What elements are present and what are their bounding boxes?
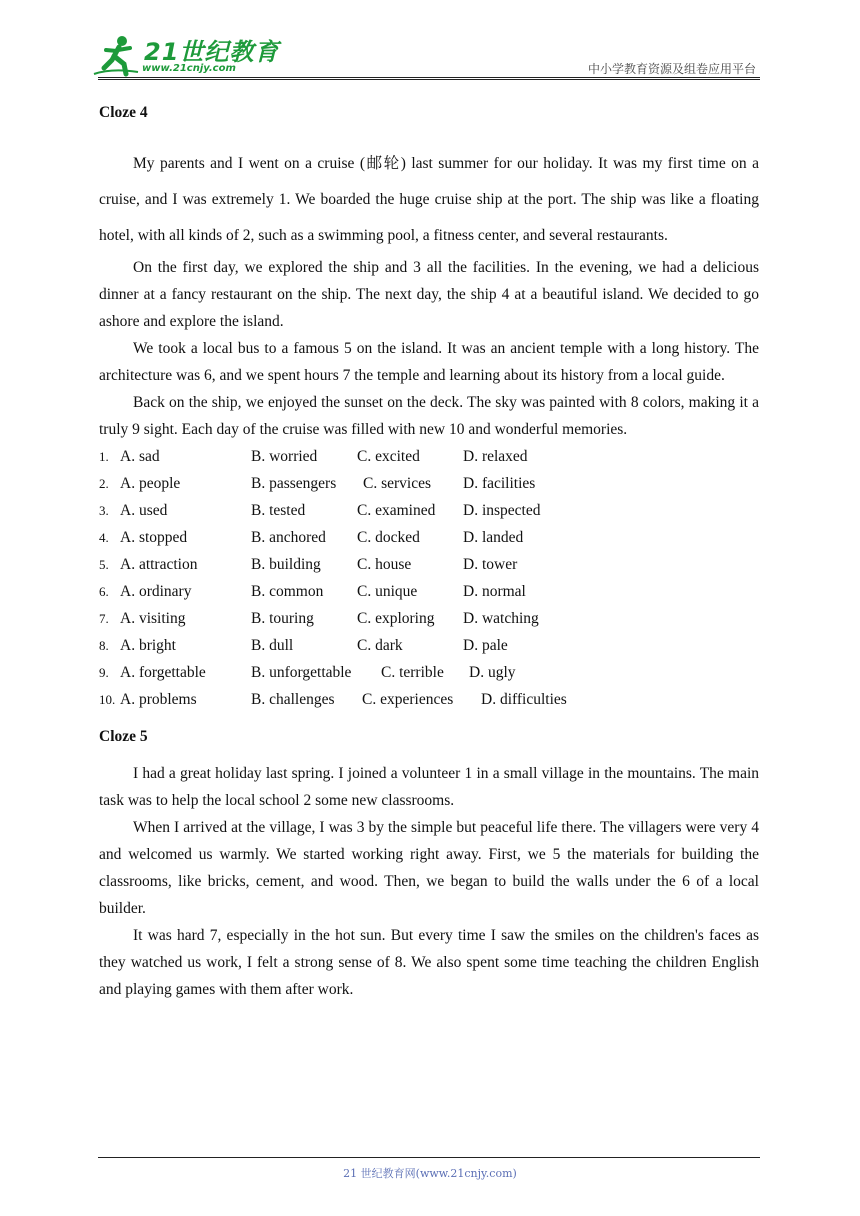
option-b: B. worried [251,448,318,465]
option-d: D. difficulties [481,691,567,708]
footer-divider [98,1157,760,1158]
option-row [99,470,759,497]
option-a: A. sad [120,448,160,465]
option-b: B. challenges [251,691,335,708]
option-d: D. watching [463,610,539,627]
option-d: D. ugly [469,664,516,681]
option-d: D. landed [463,529,524,546]
option-d: D. tower [463,556,518,573]
options-list [99,443,759,713]
running-figure-icon [92,34,140,78]
question-number: 4. [99,530,109,545]
page-header [0,0,860,80]
option-row [99,443,759,470]
paragraph: On the first day, we explored the ship and 3 all the facilities. In the evening, we had a delicious dinner at a fancy restaurant on the ship. The next day, the ship 4 at a beautiful island. We decided to go ashore and explore the island. [99,259,759,330]
option-c: C. experiences [362,691,454,708]
option-a: A. attraction [120,556,198,573]
option-row [99,686,759,713]
paragraph: We took a local bus to a famous 5 on the island. It was an ancient temple with a long history. The architecture was 6, and we spent hours 7 the temple and learning about its history from a local guide. [99,340,759,384]
cloze-5-title: Cloze 5 [99,728,148,745]
option-b: B. dull [251,637,294,654]
header-divider [98,77,760,80]
question-number: 6. [99,584,109,599]
question-number: 3. [99,503,109,518]
footer-text: 21 世纪教育网(www.21cnjy.com) [343,1167,517,1180]
option-b: B. building [251,556,321,573]
logo-text: 21世纪教育 [144,38,280,66]
option-row [99,551,759,578]
option-row [99,659,759,686]
option-b: B. unforgettable [251,664,352,681]
option-a: A. stopped [120,529,188,546]
option-row [99,578,759,605]
question-number: 10. [99,692,116,707]
option-a: A. ordinary [120,583,192,600]
option-a: A. bright [120,637,176,654]
paragraph: I had a great holiday last spring. I joined a volunteer 1 in a small village in the mountains. The main task was to help the local school 2 some new classrooms. [99,765,759,809]
paragraph: When I arrived at the village, I was 3 by the simple but peaceful life there. The villagers were very 4 and welcomed us warmly. We started working right away. First, we 5 the materials for building the classrooms, like bricks, cement, and wood. Then, we began to build the walls under the 6 of a local builder. [99,819,759,917]
document-body [99,99,759,1003]
option-c: C. house [357,556,412,573]
question-number: 1. [99,449,109,464]
option-d: D. facilities [463,475,536,492]
option-c: C. examined [357,502,436,519]
paragraph: It was hard 7, especially in the hot sun. But every time I saw the smiles on the children's faces as they watched us work, I felt a strong sense of 8. We also spent some time teaching the children English and playing games with them after work. [99,927,759,998]
option-row [99,632,759,659]
cloze-5-section [99,723,759,1003]
question-number: 8. [99,638,109,653]
option-b: B. passengers [251,475,337,492]
option-b: B. touring [251,610,314,627]
paragraph: Back on the ship, we enjoyed the sunset on the deck. The sky was painted with 8 colors, making it a truly 9 sight. Each day of the cruise was filled with new 10 and wonderful memories. [99,394,759,438]
option-c: C. terrible [381,664,444,681]
option-row [99,605,759,632]
option-a: A. people [120,475,181,492]
header-tagline: 中小学教育资源及组卷应用平台 [587,62,756,76]
option-c: C. dark [357,637,403,654]
option-row [99,524,759,551]
option-a: A. problems [120,691,197,708]
option-a: A. used [120,502,168,519]
logo [92,34,280,78]
cloze-4-section [99,99,759,713]
logo-url: www.21cnjy.com [142,63,236,74]
option-b: B. anchored [251,529,326,546]
question-number: 5. [99,557,109,572]
question-number: 7. [99,611,109,626]
option-a: A. visiting [120,610,186,627]
option-d: D. pale [463,637,508,654]
option-row [99,497,759,524]
option-c: C. unique [357,583,418,600]
option-d: D. inspected [463,502,541,519]
question-number: 2. [99,476,109,491]
option-c: C. excited [357,448,420,465]
cloze-4-title: Cloze 4 [99,104,148,121]
option-b: B. common [251,583,324,600]
paragraph: My parents and I went on a cruise (邮轮) last summer for our holiday. It was my first time on a cruise, and I was extremely 1. We boarded the huge cruise ship at the port. The ship was like a floating hotel, with all kinds of 2, such as a swimming pool, a fitness center, and several restaurants. [99,155,759,244]
option-c: C. docked [357,529,420,546]
option-d: D. normal [463,583,526,600]
option-c: C. services [363,475,432,492]
option-a: A. forgettable [120,664,206,681]
option-c: C. exploring [357,610,435,627]
question-number: 9. [99,665,109,680]
option-d: D. relaxed [463,448,528,465]
option-b: B. tested [251,502,306,519]
